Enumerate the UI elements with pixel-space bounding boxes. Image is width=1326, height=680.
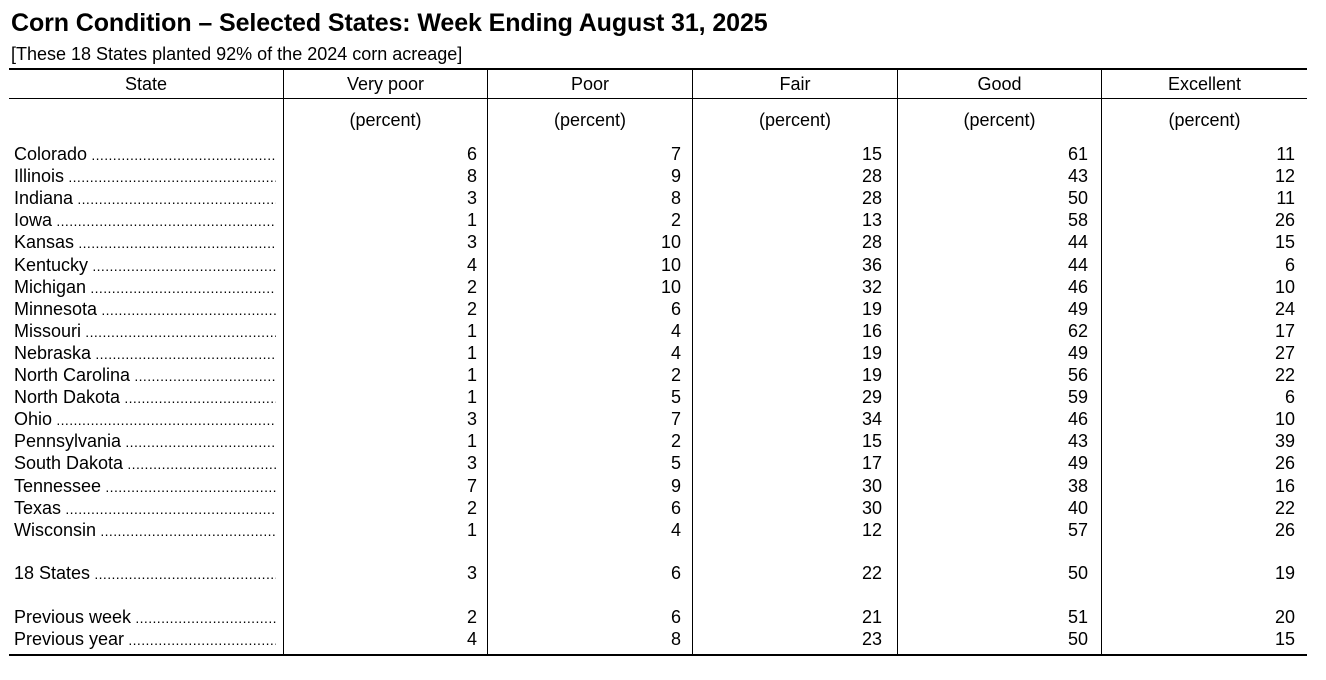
unit-label: (percent) bbox=[349, 110, 422, 130]
state-name: Pennsylvania ..... bbox=[14, 430, 276, 453]
value-cell: 27 bbox=[1274, 342, 1295, 363]
value-cell: 6 bbox=[1284, 254, 1295, 275]
value-cell: 24 bbox=[1274, 298, 1295, 319]
unit-label: (percent) bbox=[553, 110, 627, 130]
table-row bbox=[9, 386, 1307, 408]
value-cell: 1 bbox=[466, 210, 477, 231]
unit-label: (percent) bbox=[758, 110, 832, 130]
value-cell: 43 bbox=[1067, 166, 1088, 187]
value-cell: 10 bbox=[660, 232, 681, 253]
value-cell: 22 bbox=[1274, 497, 1295, 518]
value-cell: 19 bbox=[861, 298, 882, 319]
table-row bbox=[9, 298, 1307, 320]
value-cell: 34 bbox=[861, 409, 882, 430]
value-cell: 20 bbox=[1274, 607, 1295, 627]
table-row bbox=[9, 143, 1307, 165]
state-name: Tennessee ..... bbox=[14, 475, 276, 498]
value-cell: 19 bbox=[861, 342, 882, 363]
value-cell: 4 bbox=[670, 342, 681, 363]
comparison-row bbox=[9, 606, 1307, 628]
value-cell: 30 bbox=[861, 497, 882, 518]
value-cell: 1 bbox=[466, 365, 477, 385]
table-row bbox=[9, 497, 1307, 519]
column-header-state: State bbox=[124, 74, 168, 94]
table-row bbox=[9, 430, 1307, 452]
value-cell: 3 bbox=[466, 453, 477, 474]
value-cell: 1 bbox=[466, 519, 477, 540]
table-row bbox=[9, 209, 1307, 231]
column-header-poor: Poor bbox=[570, 74, 610, 94]
value-cell: 10 bbox=[1274, 409, 1295, 430]
value-cell: 12 bbox=[861, 519, 882, 540]
header-rule bbox=[9, 98, 1307, 99]
value-cell: 3 bbox=[466, 188, 477, 209]
state-name: Ohio ..... bbox=[14, 408, 276, 431]
value-cell: 7 bbox=[670, 409, 681, 430]
value-cell: 29 bbox=[861, 387, 882, 408]
value-cell: 3 bbox=[466, 232, 477, 253]
value-cell: 50 bbox=[1067, 563, 1088, 583]
state-name: Wisconsin ..... bbox=[14, 519, 276, 542]
value-cell: 61 bbox=[1067, 144, 1088, 164]
value-cell: 13 bbox=[861, 210, 882, 231]
value-cell: 62 bbox=[1067, 320, 1088, 341]
table-row bbox=[9, 408, 1307, 430]
value-cell: 32 bbox=[861, 276, 882, 297]
value-cell: 21 bbox=[861, 607, 882, 627]
value-cell: 39 bbox=[1274, 431, 1295, 452]
column-header-fair: Fair bbox=[779, 74, 811, 94]
value-cell: 3 bbox=[466, 409, 477, 430]
state-name: Illinois ..... bbox=[14, 165, 276, 188]
value-cell: 59 bbox=[1067, 387, 1088, 408]
value-cell: 2 bbox=[670, 210, 681, 231]
value-cell: 6 bbox=[466, 144, 477, 164]
value-cell: 30 bbox=[861, 475, 882, 496]
value-cell: 4 bbox=[466, 254, 477, 275]
value-cell: 2 bbox=[466, 607, 477, 627]
value-cell: 8 bbox=[466, 166, 477, 187]
value-cell: 22 bbox=[861, 563, 882, 583]
value-cell: 57 bbox=[1067, 519, 1088, 540]
value-cell: 43 bbox=[1067, 431, 1088, 452]
state-name: Michigan ..... bbox=[14, 276, 276, 299]
page-title: Corn Condition – Selected States: Week Ending August 31, 2025 bbox=[11, 9, 768, 37]
state-name: Previous year ..... bbox=[14, 628, 276, 651]
state-name: Minnesota ..... bbox=[14, 298, 276, 321]
value-cell: 2 bbox=[670, 365, 681, 385]
value-cell: 50 bbox=[1067, 188, 1088, 209]
value-cell: 22 bbox=[1274, 365, 1295, 385]
comparison-row bbox=[9, 628, 1307, 650]
state-name: Colorado ..... bbox=[14, 143, 276, 166]
condition-table bbox=[9, 68, 1307, 656]
value-cell: 9 bbox=[670, 475, 681, 496]
column-header-excellent: Excellent bbox=[1167, 74, 1242, 94]
state-name: North Dakota ..... bbox=[14, 386, 276, 409]
value-cell: 2 bbox=[466, 497, 477, 518]
value-cell: 19 bbox=[861, 365, 882, 385]
value-cell: 26 bbox=[1274, 210, 1295, 231]
state-name: Previous week ..... bbox=[14, 606, 276, 629]
value-cell: 6 bbox=[670, 563, 681, 583]
state-name: 18 States ..... bbox=[14, 562, 276, 585]
value-cell: 4 bbox=[466, 629, 477, 649]
value-cell: 12 bbox=[1274, 166, 1295, 187]
value-cell: 1 bbox=[466, 431, 477, 452]
value-cell: 28 bbox=[861, 232, 882, 253]
table-row bbox=[9, 342, 1307, 364]
state-name: Nebraska ..... bbox=[14, 342, 276, 365]
table-row bbox=[9, 276, 1307, 298]
table-row bbox=[9, 519, 1307, 541]
column-header-good: Good bbox=[977, 74, 1022, 94]
value-cell: 40 bbox=[1067, 497, 1088, 518]
value-cell: 36 bbox=[861, 254, 882, 275]
table-row bbox=[9, 187, 1307, 209]
value-cell: 10 bbox=[1274, 276, 1295, 297]
value-cell: 19 bbox=[1274, 563, 1295, 583]
state-name: Indiana ..... bbox=[14, 187, 276, 210]
total-row bbox=[9, 562, 1307, 584]
value-cell: 44 bbox=[1067, 232, 1088, 253]
value-cell: 2 bbox=[466, 298, 477, 319]
value-cell: 38 bbox=[1067, 475, 1088, 496]
value-cell: 11 bbox=[1276, 144, 1295, 164]
value-cell: 56 bbox=[1067, 365, 1088, 385]
value-cell: 49 bbox=[1067, 298, 1088, 319]
value-cell: 4 bbox=[670, 320, 681, 341]
value-cell: 3 bbox=[466, 563, 477, 583]
value-cell: 10 bbox=[660, 276, 681, 297]
value-cell: 8 bbox=[670, 629, 681, 649]
state-name: South Dakota ..... bbox=[14, 452, 276, 475]
value-cell: 1 bbox=[466, 342, 477, 363]
value-cell: 23 bbox=[861, 629, 882, 649]
value-cell: 10 bbox=[660, 254, 681, 275]
state-name: North Carolina ..... bbox=[14, 364, 276, 387]
value-cell: 46 bbox=[1067, 276, 1088, 297]
value-cell: 6 bbox=[670, 298, 681, 319]
value-cell: 15 bbox=[1274, 629, 1295, 649]
value-cell: 49 bbox=[1067, 453, 1088, 474]
value-cell: 17 bbox=[1274, 320, 1295, 341]
value-cell: 1 bbox=[466, 387, 477, 408]
state-name: Missouri ..... bbox=[14, 320, 276, 343]
value-cell: 26 bbox=[1274, 519, 1295, 540]
value-cell: 51 bbox=[1067, 607, 1088, 627]
table-row bbox=[9, 320, 1307, 342]
value-cell: 15 bbox=[1274, 232, 1295, 253]
value-cell: 6 bbox=[670, 607, 681, 627]
value-cell: 50 bbox=[1067, 629, 1088, 649]
table-row bbox=[9, 452, 1307, 474]
value-cell: 4 bbox=[670, 519, 681, 540]
table-row bbox=[9, 475, 1307, 497]
value-cell: 58 bbox=[1067, 210, 1088, 231]
value-cell: 16 bbox=[861, 320, 882, 341]
value-cell: 26 bbox=[1274, 453, 1295, 474]
state-name: Texas ..... bbox=[14, 497, 276, 520]
value-cell: 7 bbox=[466, 475, 477, 496]
value-cell: 9 bbox=[670, 166, 681, 187]
table-row bbox=[9, 254, 1307, 276]
value-cell: 2 bbox=[466, 276, 477, 297]
column-header-very-poor: Very poor bbox=[346, 74, 425, 94]
state-name: Iowa ..... bbox=[14, 209, 276, 232]
value-cell: 5 bbox=[670, 453, 681, 474]
value-cell: 7 bbox=[670, 144, 681, 164]
unit-label: (percent) bbox=[1168, 110, 1241, 130]
page-subtitle: [These 18 States planted 92% of the 2024 corn acreage] bbox=[11, 44, 463, 64]
table-row bbox=[9, 364, 1307, 386]
value-cell: 15 bbox=[861, 431, 882, 452]
value-cell: 1 bbox=[466, 320, 477, 341]
table-row bbox=[9, 231, 1307, 253]
value-cell: 11 bbox=[1276, 188, 1295, 209]
value-cell: 8 bbox=[670, 188, 681, 209]
value-cell: 17 bbox=[861, 453, 882, 474]
value-cell: 2 bbox=[670, 431, 681, 452]
unit-label: (percent) bbox=[963, 110, 1036, 130]
value-cell: 6 bbox=[1284, 387, 1295, 408]
value-cell: 44 bbox=[1067, 254, 1088, 275]
value-cell: 49 bbox=[1067, 342, 1088, 363]
state-name: Kansas ..... bbox=[14, 231, 276, 254]
value-cell: 6 bbox=[670, 497, 681, 518]
state-name: Kentucky ..... bbox=[14, 254, 276, 277]
value-cell: 28 bbox=[861, 188, 882, 209]
value-cell: 46 bbox=[1067, 409, 1088, 430]
value-cell: 28 bbox=[861, 166, 882, 187]
table-row bbox=[9, 165, 1307, 187]
value-cell: 16 bbox=[1274, 475, 1295, 496]
value-cell: 5 bbox=[670, 387, 681, 408]
value-cell: 15 bbox=[861, 144, 882, 164]
